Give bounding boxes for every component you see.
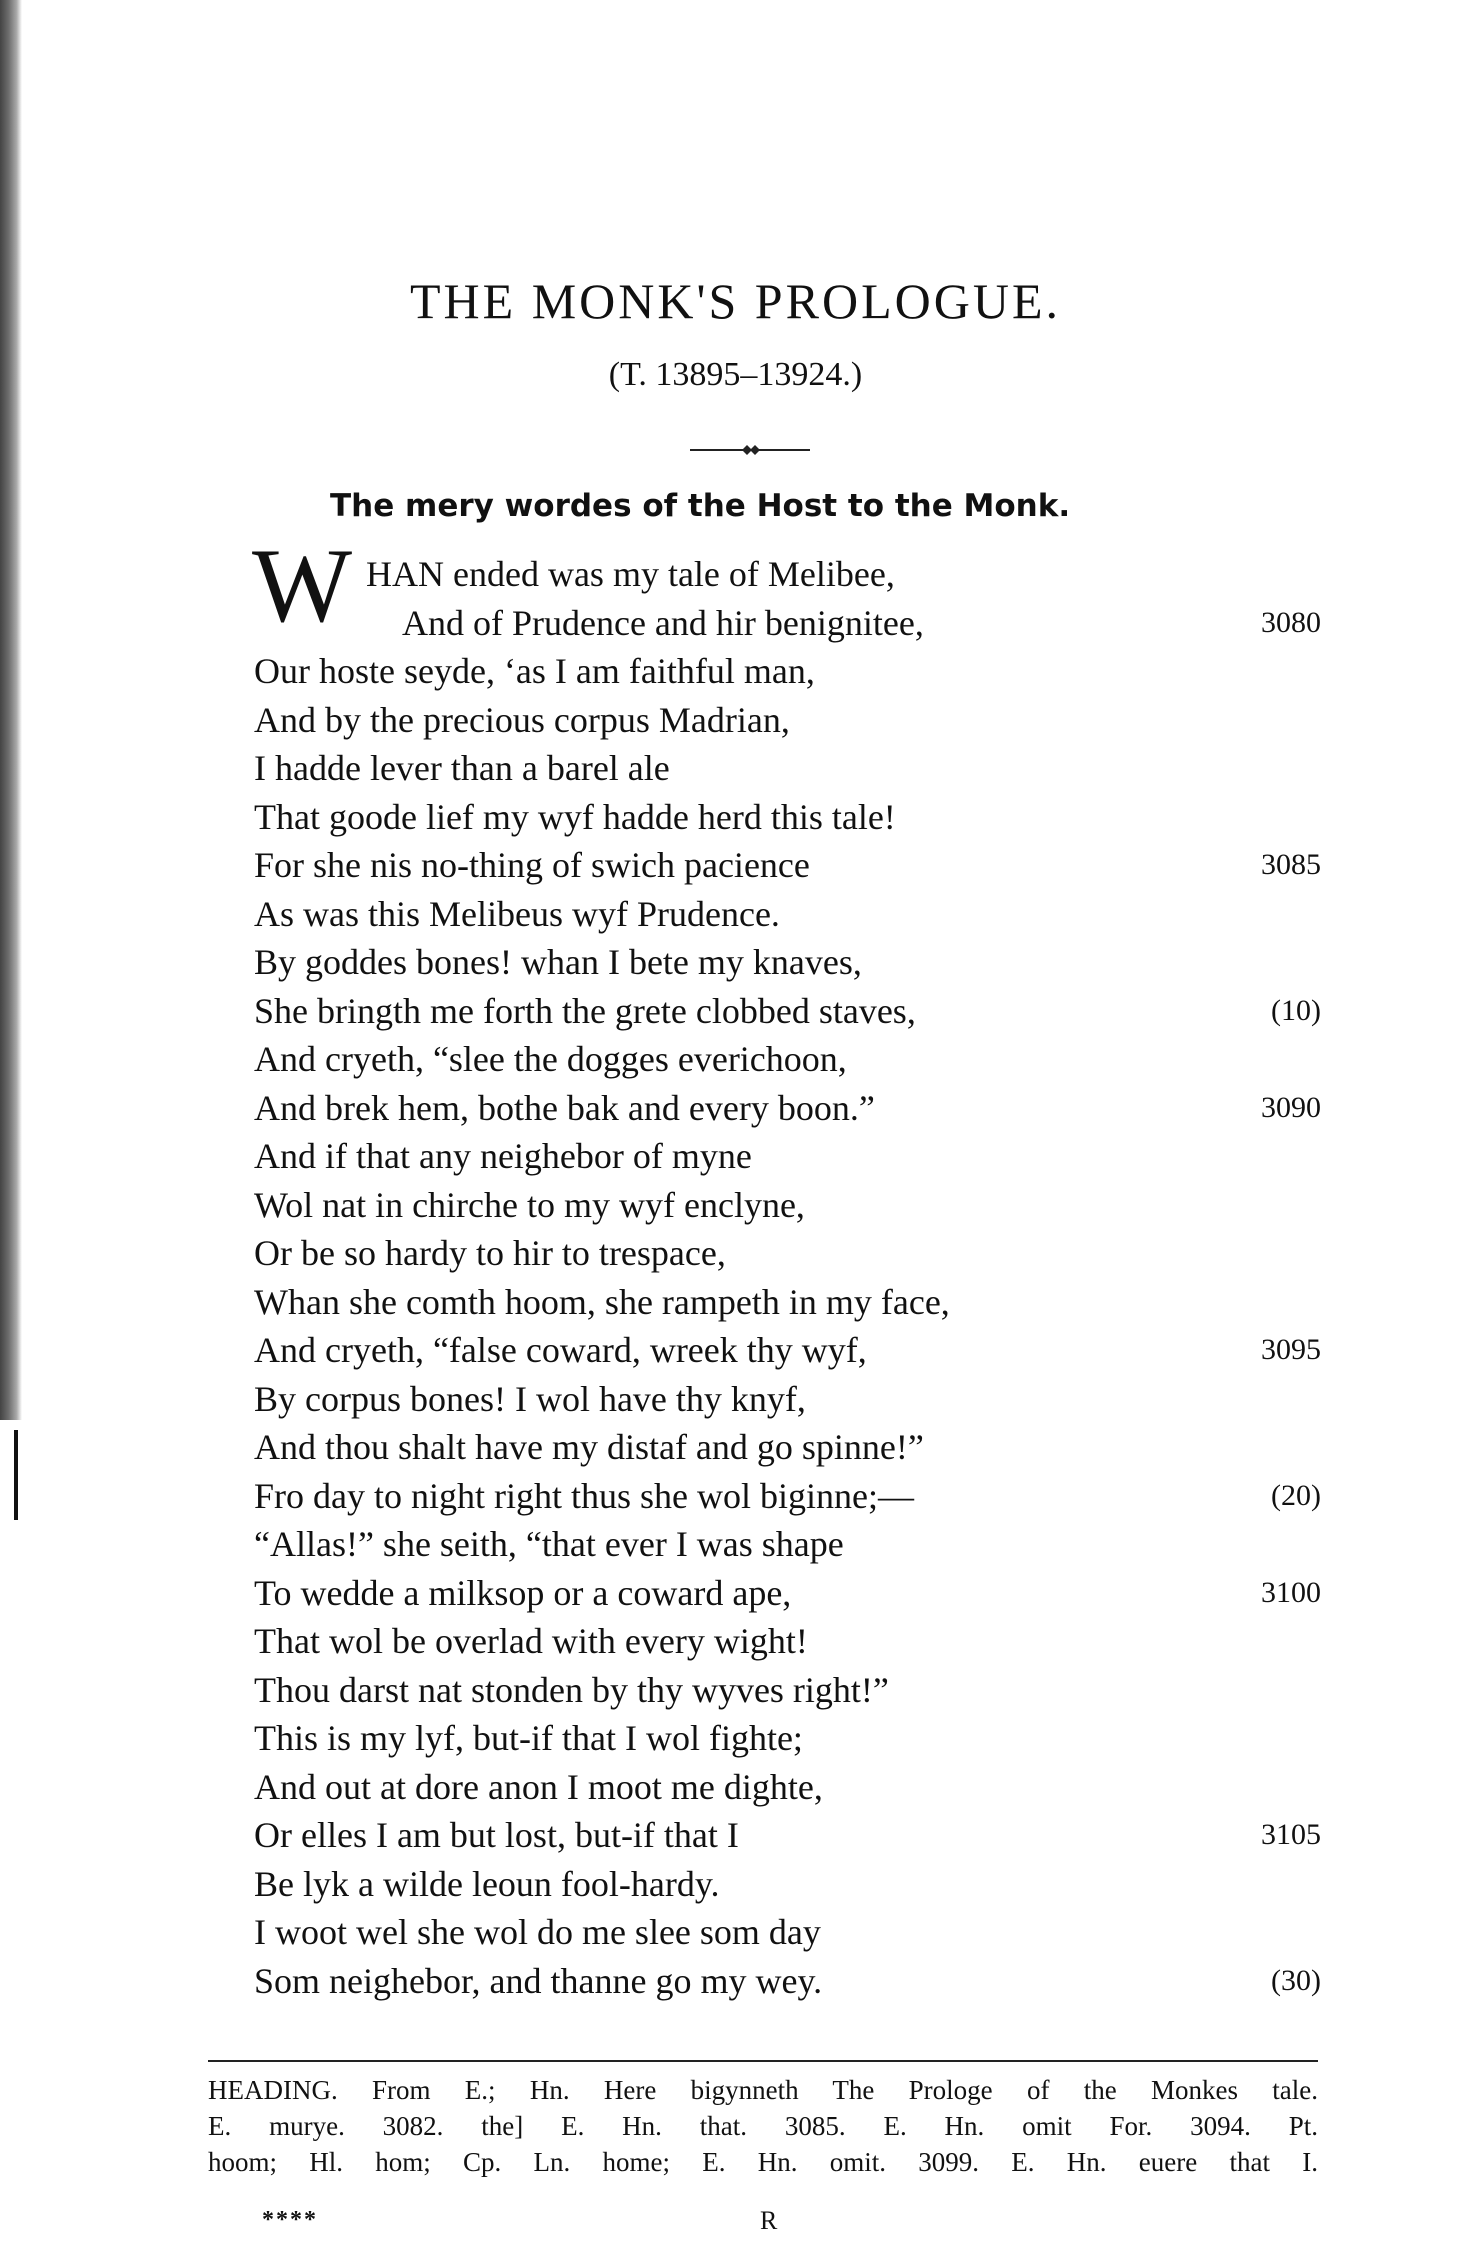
verse-line: Som neighebor, and thanne go my wey. (254, 1961, 823, 2001)
line-number: 3095 (1261, 1333, 1321, 1366)
footnote-line: E. murye. 3082. the] E. Hn. that. 3085. E. Hn. omit For. 3094. Pt. (208, 2111, 1318, 2141)
line-reference: (T. 13895–13924.) (608, 356, 863, 393)
verse-line: Be lyk a wilde leoun fool-hardy. (254, 1864, 720, 1904)
verse-line: HAN ended was my tale of Melibee, (366, 554, 895, 594)
rubric-heading: The mery wordes of the Host to the Monk. (330, 488, 1071, 524)
verse-line: That wol be overlad with every wight! (254, 1621, 808, 1661)
printer-mark: **** (262, 2207, 318, 2233)
verse-line: Our hoste seyde, ‘as I am faithful man, (254, 651, 815, 691)
verse-line: To wedde a milksop or a coward ape, (254, 1573, 792, 1613)
verse-line: As was this Melibeus wyf Prudence. (254, 894, 780, 934)
margin-mark (14, 1430, 18, 1520)
verse-line: And brek hem, bothe bak and every boon.” (254, 1088, 875, 1128)
verse-line: And of Prudence and hir benignitee, (402, 603, 924, 643)
footnote-line: HEADING. From E.; Hn. Here bigynneth The Prologe of the Monkes tale. (208, 2075, 1318, 2105)
line-number: 3100 (1261, 1576, 1321, 1609)
verse-line: For she nis no-thing of swich pacience (254, 845, 810, 885)
verse-line: Or elles I am but lost, but-if that I (254, 1815, 739, 1855)
book-spine-shadow (0, 0, 22, 1420)
line-number: (30) (1271, 1964, 1321, 1997)
line-number: (10) (1271, 994, 1321, 1027)
signature-mark: R (760, 2206, 778, 2235)
verse-line: And cryeth, “slee the dogges everichoon, (254, 1039, 847, 1079)
verse-line: I woot wel she wol do me slee som day (254, 1912, 821, 1952)
footnotes (208, 2072, 1318, 2180)
verse-line: And by the precious corpus Madrian, (254, 700, 790, 740)
verse-line: Or be so hardy to hir to trespace, (254, 1233, 726, 1273)
verse-line: And if that any neighebor of myne (254, 1136, 752, 1176)
verse-line: And thou shalt have my distaf and go spinne!” (254, 1427, 924, 1467)
verse-line: This is my lyf, but-if that I wol fighte; (254, 1718, 803, 1758)
line-number: 3080 (1261, 606, 1321, 639)
line-number: 3105 (1261, 1818, 1321, 1851)
verse-line: By goddes bones! whan I bete my knaves, (254, 942, 862, 982)
verse-line: Fro day to night right thus she wol biginne;— (254, 1476, 914, 1516)
verse-line: And cryeth, “false coward, wreek thy wyf, (254, 1330, 867, 1370)
line-number: (20) (1271, 1479, 1321, 1512)
drop-cap: W (252, 527, 353, 644)
page-title: THE MONK'S PROLOGUE. (410, 273, 1061, 329)
verse-line: And out at dore anon I moot me dighte, (254, 1767, 823, 1807)
footnote-line: hoom; Hl. hom; Cp. Ln. home; E. Hn. omit. 3099. E. Hn. euere that I. (208, 2147, 1318, 2177)
verse-line: Thou darst nat stonden by thy wyves right!” (254, 1670, 889, 1710)
line-number: 3085 (1261, 848, 1321, 881)
footnote-rule (208, 2060, 1318, 2062)
line-number: 3090 (1261, 1091, 1321, 1124)
verse-line: Wol nat in chirche to my wyf enclyne, (254, 1185, 805, 1225)
verse-line: Whan she comth hoom, she rampeth in my face, (254, 1282, 950, 1322)
verse-line: That goode lief my wyf hadde herd this tale! (254, 797, 896, 837)
verse-line: She bringth me forth the grete clobbed staves, (254, 991, 916, 1031)
ornament-divider (690, 443, 810, 457)
verse-line: By corpus bones! I wol have thy knyf, (254, 1379, 806, 1419)
verse-line: I hadde lever than a barel ale (254, 748, 670, 788)
verse-line: “Allas!” she seith, “that ever I was shape (254, 1524, 844, 1564)
